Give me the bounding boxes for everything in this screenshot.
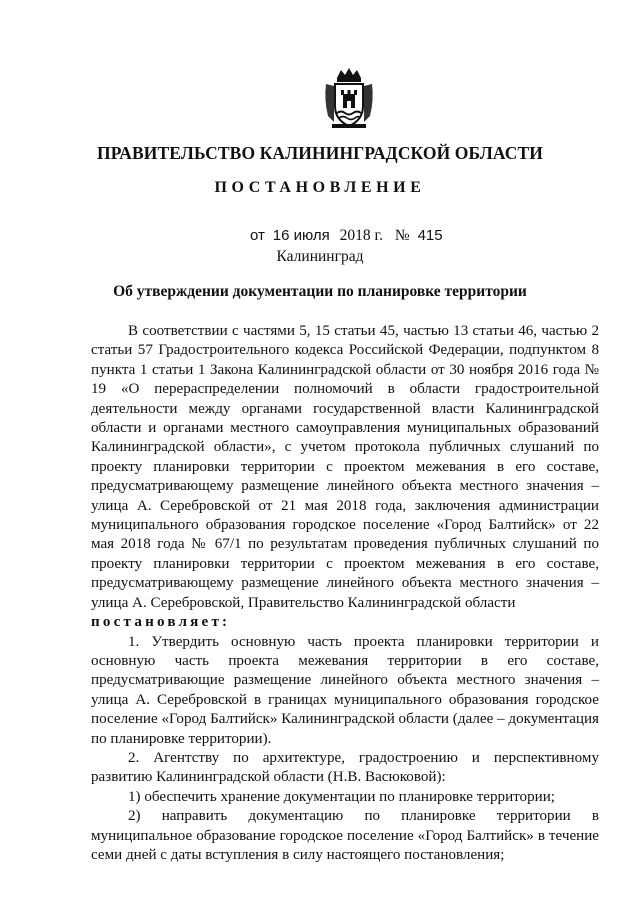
document-subject: Об утверждении документации по планировке территории <box>113 283 527 300</box>
city: Калининград <box>276 248 364 265</box>
document-body <box>91 322 599 865</box>
item-2-2-paragraph: 2) направить документацию по планировке территории в муниципальное образование городское поселение «Город Балтийск» в течение семи дней с даты вступления в силу настоящего постановления; <box>91 808 599 863</box>
document-type: ПОСТАНОВЛЕНИЕ <box>214 179 426 196</box>
date-prefix: от <box>250 227 265 244</box>
date-line <box>250 227 443 245</box>
date-year: 2018 г. <box>339 227 384 244</box>
date-value: 16 июля <box>272 227 330 244</box>
preamble-paragraph: В соответствии с частями 5, 15 статьи 45, частью 13 статьи 46, частью 2 статьи 57 Градостроительного кодекса Российской Федерации, подпунктом 8 пункта 1 статьи 1 Закона Калининградской области от 30 ноября 2016 года № 19 «О перераспределении полномочий в области градостроительной деятельности между органами государственной власти Калининградской области и органами местного самоуправления муниципальных образований Калининградской области», с учетом протокола публичных слушаний по проекту планировки территории с проектом межевания в его составе, предусматривающему размещение линейного объекта местного значения – улица А. Серебровской от 21 мая 2018 года, заключения администрации муниципального образования городское поселение «Город Балтийск» от 22 мая 2018 года № 67/1 по результатам проведения публичных слушаний по проекту планировки территории с проектом межевания в его составе, предусматривающему размещение линейного объекта местного значения – улица А. Серебровской, Правительство Калининградской области <box>91 323 599 611</box>
document-number: 415 <box>417 227 443 244</box>
item-2-1-paragraph: 1) обеспечить хранение документации по планировке территории; <box>128 788 555 805</box>
item-1-paragraph: 1. Утвердить основную часть проекта планировки территории и основную часть проекта межевания территории в его составе, предусматривающие размещение линейного объекта местного значения – улица А. Серебровской в границах муниципального образования городское поселение «Город Балтийск» Калининградской области (далее – документация по планировке территории). <box>91 633 599 747</box>
item-2-paragraph: 2. Агентству по архитектуре, градостроению и перспективному развитию Калининградской области (Н.В. Васюковой): <box>91 749 599 786</box>
number-sign: № <box>394 227 410 244</box>
organization-title: ПРАВИТЕЛЬСТВО КАЛИНИНГРАДСКОЙ ОБЛАСТИ <box>97 143 543 163</box>
coat-of-arms-icon <box>322 66 376 130</box>
resolves-word: постановляет: <box>91 614 231 631</box>
